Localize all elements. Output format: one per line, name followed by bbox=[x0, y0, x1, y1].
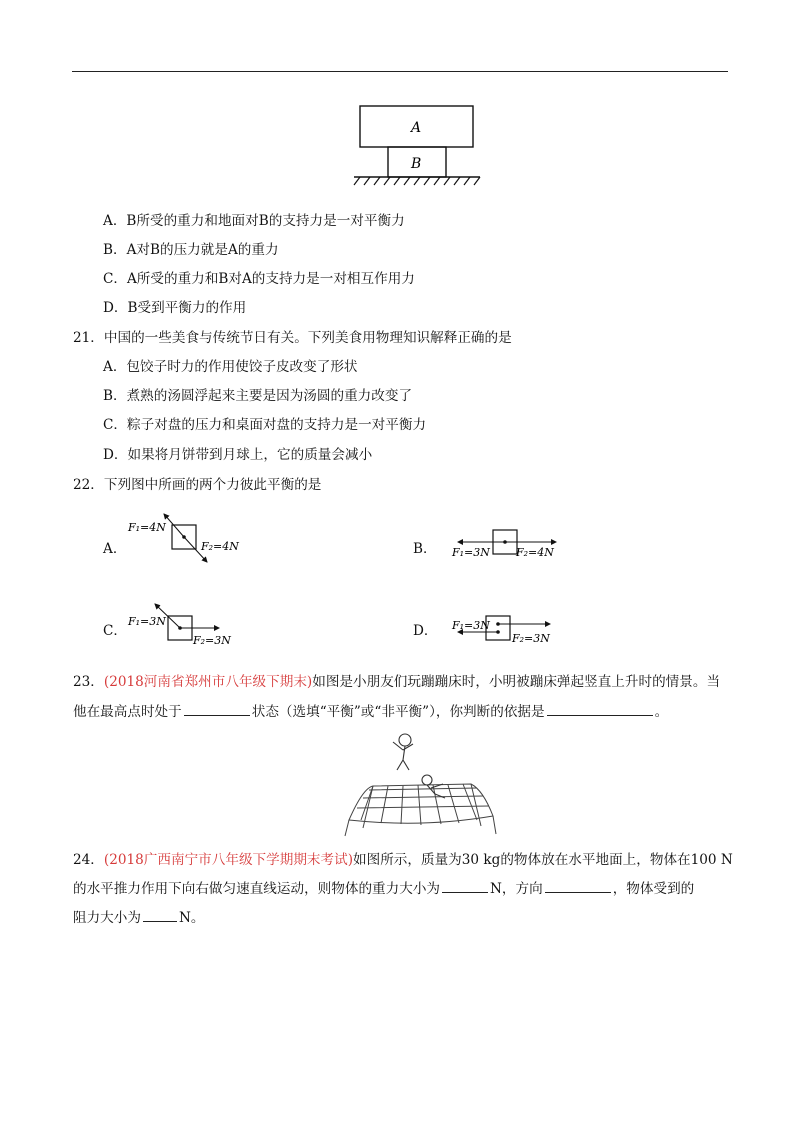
q22-option-d-label: D． bbox=[413, 623, 438, 639]
block-b-label: B bbox=[411, 156, 422, 172]
block-a-label: A bbox=[411, 120, 422, 136]
q22-b-f1-label: F₁=3N bbox=[452, 546, 490, 559]
q22-b-f2-label: F₂=4N bbox=[516, 546, 554, 559]
header-rule bbox=[72, 71, 728, 72]
q22-c-diagram bbox=[125, 600, 245, 648]
q22-option-c-label: C． bbox=[103, 623, 127, 639]
q22-c-f1-label: F₁=3N bbox=[128, 615, 166, 628]
q24-text-3a: 阻力大小为 bbox=[73, 910, 141, 926]
q24-number: 24． bbox=[73, 852, 104, 868]
q24-blank-2[interactable] bbox=[545, 880, 611, 893]
q22-d-f1-label: F₁=3N bbox=[452, 619, 490, 632]
q24-source: (2018广西南宁市八年级下学期期末考试) bbox=[103, 852, 354, 868]
q24-line-1 bbox=[73, 851, 733, 869]
jumping-child bbox=[393, 734, 413, 770]
q21-option-d: D．如果将月饼带到月球上，它的质量会减小 bbox=[103, 447, 373, 463]
q24-blank-1[interactable] bbox=[442, 880, 488, 893]
q22-a-f1-label: F₁=4N bbox=[128, 521, 166, 534]
q23-line-2 bbox=[73, 703, 668, 721]
q23-text-2b: 状态（选填“平衡”或“非平衡”），你判断的依据是 bbox=[251, 704, 545, 720]
q22-a-f2-label: F₂=4N bbox=[201, 540, 239, 553]
q21-option-c: C．粽子对盘的压力和桌面对盘的支持力是一对平衡力 bbox=[103, 417, 427, 433]
q24-text-2b: N，方向 bbox=[490, 881, 543, 897]
q22-stem: 22．下列图中所画的两个力彼此平衡的是 bbox=[73, 477, 322, 493]
trampoline-net bbox=[345, 784, 496, 836]
q23-number: 23． bbox=[73, 674, 104, 690]
q23-line-1 bbox=[73, 673, 720, 691]
q21-stem: 21．中国的一些美食与传统节日有关。下列美食用物理知识解释正确的是 bbox=[73, 330, 512, 346]
q22-option-a-label: A． bbox=[103, 541, 127, 557]
q23-trampoline-figure bbox=[343, 728, 497, 840]
q21-option-b: B．煮熟的汤圆浮起来主要是因为汤圆的重力改变了 bbox=[103, 388, 413, 404]
q23-text-2c: 。 bbox=[654, 704, 669, 720]
q23-source: (2018河南省郑州市八年级下期末) bbox=[103, 674, 313, 690]
q20-option-c: C．A所受的重力和B对A的支持力是一对相互作用力 bbox=[103, 271, 415, 287]
q24-text-2a: 的水平推力作用下向右做匀速直线运动，则物体的重力大小为 bbox=[73, 881, 441, 897]
q20-option-b: B．A对B的压力就是A的重力 bbox=[103, 242, 279, 258]
q22-a-diagram bbox=[125, 510, 250, 570]
q24-text-1: 如图所示，质量为30 kg的物体放在水平地面上，物体在100 N bbox=[353, 852, 733, 868]
q23-blank-2[interactable] bbox=[547, 703, 653, 716]
q22-c-f2-label: F₂=3N bbox=[193, 634, 231, 647]
q24-blank-3[interactable] bbox=[143, 909, 177, 922]
q22-option-b-label: B． bbox=[413, 541, 437, 557]
q23-text-1: 如图是小朋友们玩蹦蹦床时，小明被蹦床弹起竖直上升时的情景。当 bbox=[312, 674, 721, 690]
q22-b-diagram bbox=[448, 528, 563, 562]
q23-text-2a: 他在最高点时处于 bbox=[73, 704, 182, 720]
q24-line-2 bbox=[73, 880, 694, 898]
q24-text-2c: ，物体受到的 bbox=[612, 881, 695, 897]
q20-option-d: D．B受到平衡力的作用 bbox=[103, 300, 247, 316]
q20-blocks-figure bbox=[350, 104, 485, 188]
q22-d-f2-label: F₂=3N bbox=[512, 632, 550, 645]
q23-blank-1[interactable] bbox=[184, 703, 250, 716]
q20-option-a: A．B所受的重力和地面对B的支持力是一对平衡力 bbox=[103, 213, 405, 229]
q24-text-3b: N。 bbox=[178, 910, 205, 926]
q24-line-3 bbox=[73, 909, 204, 927]
q21-option-a: A．包饺子时力的作用使饺子皮改变了形状 bbox=[103, 359, 358, 375]
ground-hatch bbox=[354, 177, 480, 185]
q22-d-diagram bbox=[446, 612, 561, 648]
